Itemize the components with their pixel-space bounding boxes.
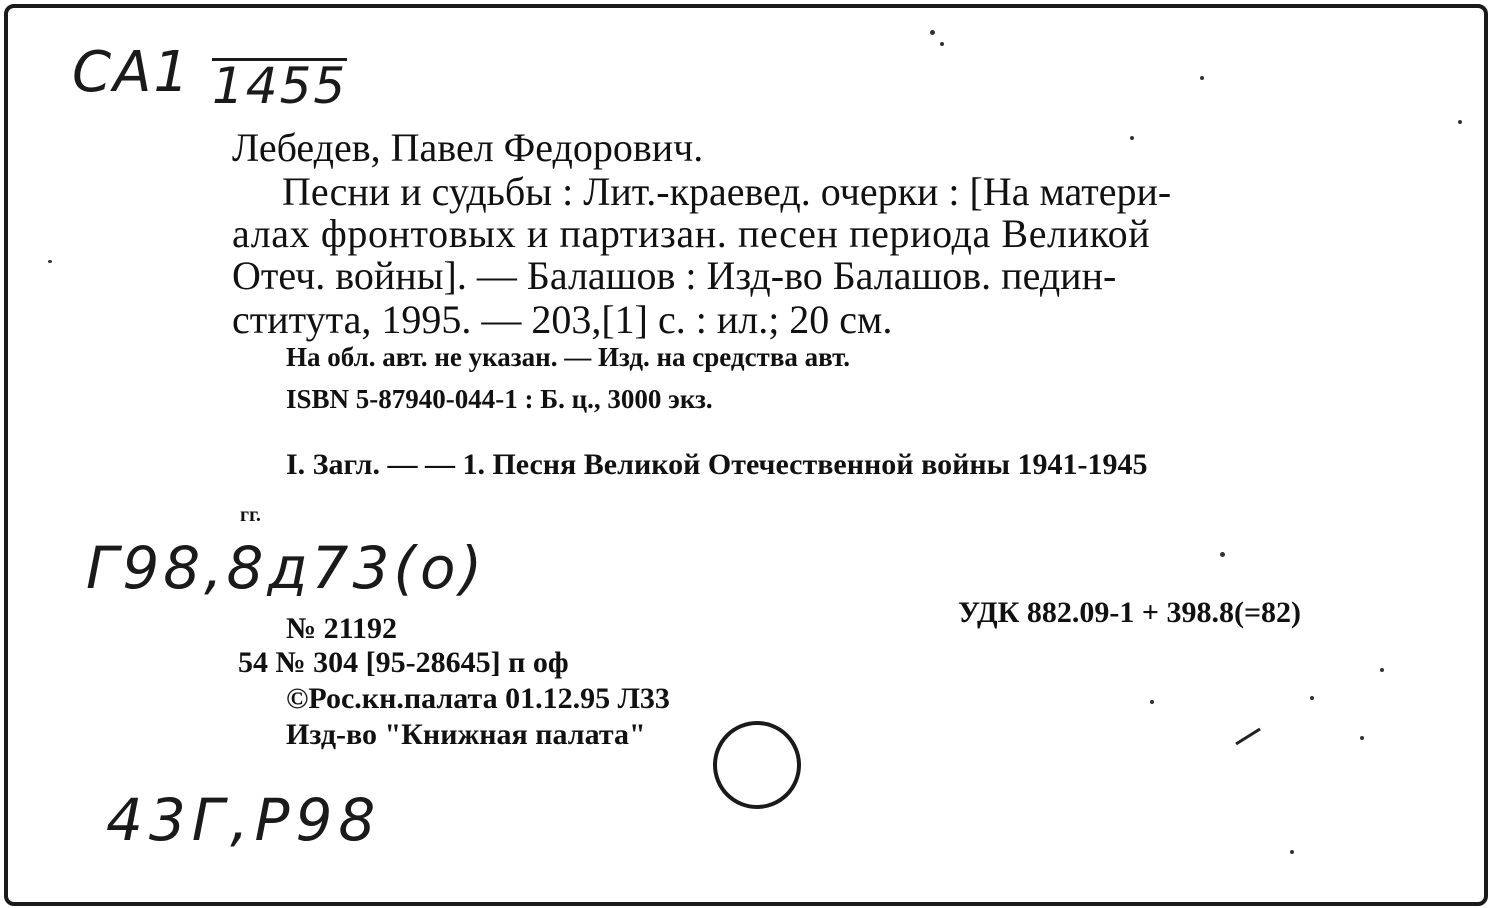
handwritten-classification: Г98,8д73(о)	[86, 534, 487, 602]
noise-speck	[1290, 850, 1294, 854]
noise-speck	[940, 42, 944, 46]
pencil-stroke-mark	[1234, 726, 1264, 746]
author-heading: Лебедев, Павел Федорович.	[232, 125, 704, 170]
title-line-2: алах фронтовых и партизан. песен периода Великой	[232, 211, 1151, 256]
noise-speck	[1310, 696, 1314, 700]
noise-speck	[1150, 700, 1154, 704]
title-line-1: Песни и судьбы : Лит.-краевед. очерки : [На матери-	[282, 169, 1172, 214]
punch-hole-circle	[708, 716, 808, 816]
title-line-4: ститута, 1995. — 203,[1] с. : ил.; 20 см.	[232, 297, 893, 342]
tracings-line: I. Загл. — — 1. Песня Великой Отечественной войны 1941-1945	[286, 448, 1148, 481]
shelfmark-prefix: СА1	[72, 40, 192, 105]
noise-speck	[930, 30, 935, 35]
noise-speck	[1360, 736, 1364, 740]
registration-number: № 21192	[286, 612, 397, 645]
publisher-line: Изд-во "Книжная палата"	[286, 718, 646, 751]
handwritten-shelfmark-number	[212, 57, 348, 115]
tracings-continuation: гг.	[240, 504, 261, 526]
order-line: 54 № 304 [95-28645] п оф	[238, 646, 569, 679]
note-cover: На обл. авт. не указан. — Изд. на средства авт.	[286, 342, 851, 372]
noise-speck	[48, 260, 52, 263]
noise-speck	[1380, 668, 1384, 672]
noise-speck	[1220, 552, 1225, 557]
noise-speck	[1458, 120, 1462, 124]
noise-speck	[1130, 136, 1134, 140]
noise-speck	[1200, 76, 1204, 80]
udk-line: УДК 882.09-1 + 398.8(=82)	[958, 596, 1302, 629]
copyright-line: ©Рос.кн.палата 01.12.95 Л33	[286, 682, 670, 715]
handwritten-shelfmark	[72, 40, 191, 105]
title-line-3: Отеч. войны]. — Балашов : Изд-во Балашов. педин-	[232, 253, 1117, 298]
handwritten-location-code: 43Г,Р98	[106, 786, 382, 854]
isbn-line: ISBN 5-87940-044-1 : Б. ц., 3000 экз.	[286, 384, 713, 414]
shelfmark-number-text: 1455	[212, 57, 348, 115]
